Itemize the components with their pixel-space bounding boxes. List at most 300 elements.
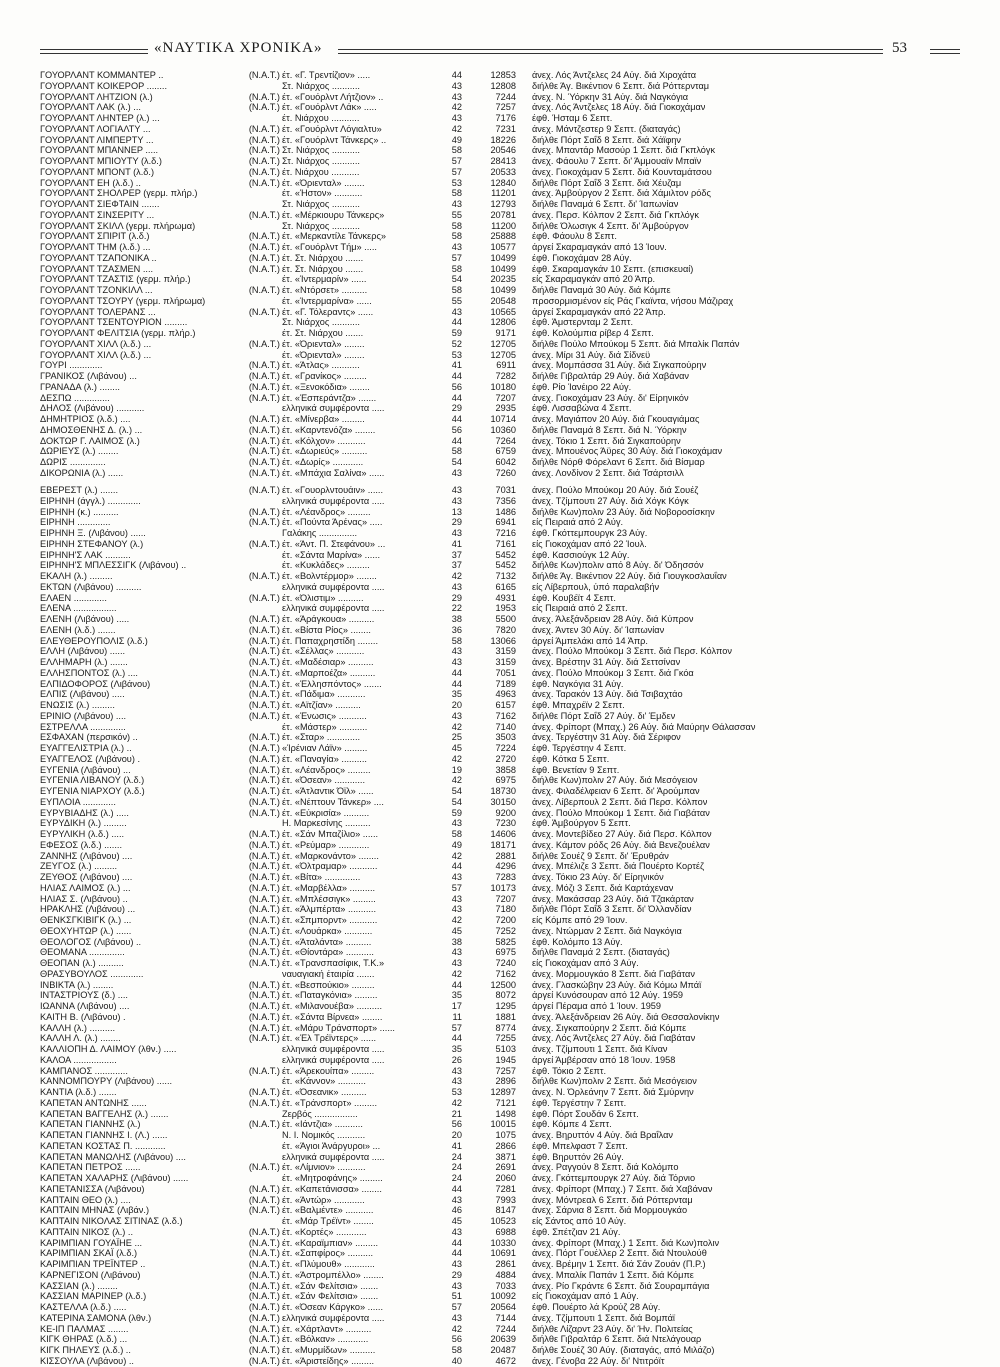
header-rule-far xyxy=(930,49,960,54)
ship-tonnage: 12853 xyxy=(490,70,516,80)
ship-owner: έτ. «Άστρομπέλλο» ........ xyxy=(282,1269,384,1280)
ship-row xyxy=(40,689,960,700)
ship-row xyxy=(40,582,960,593)
ship-name: ΘΕΟΠΑΝ (λ.) .......... xyxy=(40,958,124,968)
ship-owner: έτ. Παπαχρηστίδη ........ xyxy=(282,635,378,646)
ship-name: ΚΑΠΕΤΑΝ ΚΟΣΤΑΣ Π. ............ xyxy=(40,1140,166,1151)
ship-flag: (Ν.Α.Τ.) xyxy=(248,392,280,403)
ship-flag: (Ν.Α.Τ.) xyxy=(248,70,280,80)
ship-age: 29 xyxy=(451,403,462,414)
ship-owner: έτ. «Άταλάντα» .......... xyxy=(282,936,372,947)
ship-row xyxy=(40,393,960,404)
ship-row xyxy=(40,722,960,733)
ship-name: ΘΕΟΛΟΓΟΣ (Λιβάνου) .. xyxy=(40,936,142,947)
ship-tonnage: 9171 xyxy=(495,328,516,338)
ship-age: 53 xyxy=(451,1087,462,1097)
ship-age: 44 xyxy=(451,317,462,328)
ship-row xyxy=(40,958,960,969)
ship-name: ΚΑΠΤΑΙΝ ΝΙΚΟΣ (λ.) .. xyxy=(40,1226,134,1237)
ship-row xyxy=(40,829,960,840)
ship-flag: (Ν.Α.Τ.) xyxy=(248,177,280,188)
ship-status: άνεχ. Βρέστην 31 Αύγ. διά Σεττσίναν xyxy=(532,657,681,667)
ship-status: άνεχ. Μίρι 31 Αύγ. διά Σίδνεϋ xyxy=(532,349,651,360)
ship-row xyxy=(40,446,960,457)
ship-status: είς Κόμπε από 29 Ίουν. xyxy=(532,915,628,925)
ship-flag: (Ν.Α.Τ.) xyxy=(248,1323,280,1334)
ship-age: 45 xyxy=(451,1216,462,1226)
ship-tonnage: 7140 xyxy=(495,721,516,732)
ship-name: ΕΦΕΣΟΣ (λ.δ.) ....... xyxy=(40,839,122,850)
ship-row xyxy=(40,1216,960,1227)
ship-name: ΓΟΥΟΡΛΑΝΤ ΤΣΕΝΤΟΥΡΙΟΝ ......... xyxy=(40,317,188,328)
ship-name: ΕΣΦΑΧΑΝ (περσικόν) .. xyxy=(40,732,138,743)
ship-owner: έτ. «Σάντα Μαρίνα» ...... xyxy=(282,549,381,560)
ship-owner: έτ. «Όριενταλ» ........ xyxy=(282,177,365,188)
ship-flag: (Ν.Α.Τ.) xyxy=(248,882,280,893)
ship-status: άνεχ. Τζίμπουτι 1 Σεπτ. διά Βομπάϊ xyxy=(532,1312,675,1323)
ship-owner: έτ. «Μάρ Τρέϊντ» ........ xyxy=(282,1216,374,1226)
ship-name: ΚΑΛΟΑ ................. xyxy=(40,1054,117,1065)
ship-row xyxy=(40,743,960,754)
ship-tonnage: 1945 xyxy=(495,1054,516,1065)
ship-name: ΗΛΙΑΣ ΛΑΙΜΟΣ (λ.) ... xyxy=(40,882,131,893)
ship-tonnage: 7993 xyxy=(495,1194,516,1205)
ship-flag: (Ν.Α.Τ.) xyxy=(248,1065,280,1076)
ship-tonnage: 4672 xyxy=(495,1355,516,1366)
ship-status: είς Γιοκοχάμαν από 1 Αύγ. xyxy=(532,1291,639,1302)
ship-row xyxy=(40,1281,960,1292)
ship-name: ΚΑΛΛΗ (λ.) .......... xyxy=(40,1022,116,1033)
ship-name: ΚΑΡΝΕΓΙΣΟΝ (Λιβάνου) xyxy=(40,1269,141,1280)
ship-tonnage: 5452 xyxy=(495,560,516,571)
ship-owner: έτ. «Γουόρλντ Λόγιαλτυ» xyxy=(282,123,382,134)
ship-status: άνεχ. Γκόττεμπουργκ 27 Αύγ. διά Τόρνιο xyxy=(532,1173,696,1183)
ship-owner: έτ. «Σάν Μπαζίλιο» ...... xyxy=(282,829,379,839)
ship-tonnage: 7282 xyxy=(495,371,516,381)
ship-status: άνεχ. Πούλο Μπούκομ 3 Σεπτ. διά Περσ. Κόλπον xyxy=(532,646,732,657)
ship-status: άνεχ. Ραγγούν 8 Σεπτ. διά Κολόμπο xyxy=(532,1162,679,1173)
ship-age: 43 xyxy=(451,199,462,209)
ship-status: είς Σκαραμαγκάν από 20 Άπρ. xyxy=(532,274,656,285)
ship-age: 44 xyxy=(451,678,462,689)
ship-owner: έτ. «Λίμνιον» ........... xyxy=(282,1162,366,1173)
ship-age: 38 xyxy=(451,936,462,947)
ship-name: ΓΟΥΟΡΛΑΝΤ ΛΑΚ (λ.) ... xyxy=(40,102,141,113)
ship-row xyxy=(40,468,960,479)
ship-flag: (Ν.Α.Τ.) xyxy=(248,807,280,818)
ship-flag: (Ν.Α.Τ.) xyxy=(248,1291,280,1302)
ship-flag: (Ν.Α.Τ.) xyxy=(248,446,280,457)
ship-row xyxy=(40,371,960,382)
ship-row xyxy=(40,1130,960,1141)
ship-tonnage: 3503 xyxy=(495,732,516,743)
ship-owner: έτ. «Άλμπέρτα» ........... xyxy=(282,904,377,915)
ship-name: ΓΟΥΟΡΛΑΝΤ ΤΗΜ (λ.δ.) ... xyxy=(40,242,151,252)
ship-flag: (Ν.Α.Τ.) xyxy=(248,1355,280,1366)
ship-flag: (Ν.Α.Τ.) xyxy=(248,1033,280,1044)
ship-name: ΕΒΕΡΕΣΤ (λ.) ....... xyxy=(40,485,119,495)
ship-flag: (Ν.Α.Τ.) xyxy=(248,904,280,915)
ship-name: ΚΑΠΕΤΑΝ ΓΙΑΝΝΗΣ Ι. (Λ.) ...... xyxy=(40,1130,168,1140)
ship-tonnage: 3159 xyxy=(495,657,516,667)
ship-owner: έτ. «Πάδιμα» ........... xyxy=(282,689,366,700)
ship-row xyxy=(40,178,960,189)
ship-owner: έτ. «Βαλμέντε» ........... xyxy=(282,1205,374,1216)
ship-status: άνεχ. Κάμτον ρόδς 26 Αύγ. διά Βενεζουέλαν xyxy=(532,839,710,850)
ship-name: ΘΡΑΣΥΒΟΥΛΟΣ ............. xyxy=(40,968,144,979)
ship-age: 29 xyxy=(451,1269,462,1280)
ship-age: 43 xyxy=(451,91,462,102)
ship-row xyxy=(40,754,960,765)
ship-owner: έτ. «Καρντενόζα» ........ xyxy=(282,424,376,435)
ship-row xyxy=(40,1248,960,1259)
ship-age: 35 xyxy=(451,689,462,700)
page-header xyxy=(40,40,960,66)
ship-owner: έτ. «Άτλας» ........... xyxy=(282,360,360,371)
ship-tonnage: 20487 xyxy=(490,1345,516,1355)
ship-owner: έτ. «Βίστα Ρίος» ........ xyxy=(282,624,371,635)
ship-status: έφθ. Σκαραμαγκάν 10 Σεπτ. (επισκευαί) xyxy=(532,263,694,274)
ship-tonnage: 7820 xyxy=(495,624,516,635)
ship-flag: (Ν.Α.Τ.) xyxy=(248,700,280,710)
ship-owner: έτ. «Άρεκουίπα» ......... xyxy=(282,1065,375,1076)
ship-status: έφθ. Τεργέστην 4 Σεπτ. xyxy=(532,743,627,753)
ship-owner: έτ. «Γουόρλντ Λήτζιον» .. xyxy=(282,91,384,102)
ship-row xyxy=(40,242,960,253)
ship-row xyxy=(40,124,960,135)
ship-row xyxy=(40,1001,960,1012)
ship-status: διήλθε Σουέζ 9 Σεπτ. δι' Έρυθράν xyxy=(532,850,669,861)
ship-name: ΚΑΠΕΤΑΝΙΣΣΑ (Λιβάνου) xyxy=(40,1183,145,1194)
ship-age: 43 xyxy=(451,904,462,915)
ship-status: διήλθε Σουέζ 30 Αύγ. (διαταγάς, από Μιλάζο) xyxy=(532,1345,715,1355)
ship-tonnage: 20548 xyxy=(490,295,516,306)
ship-row xyxy=(40,1356,960,1367)
ship-owner: Η. Μαρκεσίνης .......... xyxy=(282,818,371,829)
ship-age: 44 xyxy=(451,1248,462,1259)
ship-tonnage: 7180 xyxy=(495,904,516,915)
ship-owner: Στ. Νιάρχος ........... xyxy=(282,145,360,156)
ship-row xyxy=(40,808,960,819)
ship-tonnage: 2861 xyxy=(495,1259,516,1269)
ship-tonnage: 10714 xyxy=(490,414,516,424)
ship-status: άνεχ. Τόκιο 1 Σεπτ. διά Σιγκαπούρην xyxy=(532,435,681,446)
ship-owner: έτ. «Κορτές» ............ xyxy=(282,1226,367,1237)
ship-flag: (Ν.Α.Τ.) xyxy=(248,538,280,549)
ship-name: ΚΑΝΤΙΑ (λ.δ.) ....... xyxy=(40,1087,117,1097)
ship-age: 57 xyxy=(451,252,462,263)
ship-tonnage: 5103 xyxy=(495,1044,516,1054)
ship-name: ΕΙΡΗΝΗ'Σ ΛΑΚ .......... xyxy=(40,549,131,560)
ship-flag: (Ν.Α.Τ.) xyxy=(248,1001,280,1011)
ship-row xyxy=(40,1345,960,1356)
ship-owner: Γαλάκης ............... xyxy=(282,528,358,538)
ship-name: ΚΑΣΣΙΑΝ (λ.) ........ xyxy=(40,1280,118,1291)
ship-status: είς Γιοκοχάμαν από 3 Αύγ. xyxy=(532,958,639,968)
ship-status: άνεχ. Βηρυττόν 4 Αύγ. διά Βραΐλαν xyxy=(532,1130,674,1140)
ship-status: άνεχ. Βρέμην 1 Σεπτ. διά Σάν Ζουάν (Π.Ρ.) xyxy=(532,1259,706,1269)
ship-tonnage: 28413 xyxy=(490,156,516,166)
ship-row xyxy=(40,1270,960,1281)
ship-owner: έτ. «Πούντα Άρένας» ..... xyxy=(282,517,383,528)
ship-age: 24 xyxy=(451,1162,462,1173)
ship-name: ΚΑΙΤΗ Β. (Λιβάνου) . xyxy=(40,1011,126,1022)
ship-status: έφθ. Λισσαβώνα 4 Σεπτ. xyxy=(532,403,632,414)
ship-name: ΔΗΜΗΤΡΙΟΣ (λ.δ.) .... xyxy=(40,414,131,424)
ship-row xyxy=(40,1302,960,1313)
ship-name: ΓΟΥΟΡΛΑΝΤ ΤΖΑΣΜΕΝ .... xyxy=(40,263,154,274)
ship-owner: έτ. «Όλιστιμ» .......... xyxy=(282,592,364,603)
ship-row xyxy=(40,517,960,528)
ship-name: ΕΥΑΓΓΕΛΙΣΤΡΙΑ (λ.) .. xyxy=(40,743,132,753)
ship-name: ΚΑΤΕΡΙΝΑ ΣΑΜΟΝΑ (λθν.) xyxy=(40,1312,152,1323)
ship-owner: έτ. «Άντώρ» ............ xyxy=(282,1194,365,1205)
ship-flag: (Ν.Α.Τ.) xyxy=(248,306,280,317)
ship-status: έφθ. Μπαχρέϊν 2 Σεπτ. xyxy=(532,700,625,710)
ship-owner: έτ. «Σάντα Βίρνεα» ........ xyxy=(282,1011,383,1022)
ship-owner: έτ. «Όριενταλ» ........ xyxy=(282,349,365,360)
ship-tonnage: 7244 xyxy=(495,91,516,102)
ship-name: ΕΥΡΥΛΙΚΗ (λ.δ.) ..... xyxy=(40,829,125,839)
ship-owner: έτ. «Πλύμουθ» ............ xyxy=(282,1259,375,1269)
ship-age: 37 xyxy=(451,549,462,560)
ship-owner: έτ. «Έλλησπόντος» ....... xyxy=(282,678,382,689)
ship-age: 58 xyxy=(451,220,462,231)
ship-row xyxy=(40,425,960,436)
ship-tonnage: 4931 xyxy=(495,592,516,603)
ship-status: άνεχ. Πόρτ Γουέλλερ 2 Σεπτ. διά Ντουλούθ xyxy=(532,1248,707,1259)
ship-row xyxy=(40,657,960,668)
ship-tonnage: 7144 xyxy=(495,1312,516,1323)
ship-tonnage: 2896 xyxy=(495,1076,516,1087)
ship-tonnage: 2935 xyxy=(495,403,516,414)
ship-age: 54 xyxy=(451,796,462,807)
ship-row xyxy=(40,274,960,285)
ship-list-section-2 xyxy=(40,485,960,1367)
ship-age: 53 xyxy=(451,349,462,360)
ship-name: ΓΟΥΟΡΛΑΝΤ ΣΙΕΦΤΑΙΝ ....... xyxy=(40,199,160,209)
ship-owner: έτ. «Σάν Φελίτσια» ....... xyxy=(282,1291,379,1302)
ship-age: 24 xyxy=(451,1173,462,1183)
ship-row xyxy=(40,636,960,647)
ship-row xyxy=(40,528,960,539)
ship-age: 58 xyxy=(451,263,462,274)
ship-age: 56 xyxy=(451,1119,462,1130)
ship-name: ΙΝΒΙΚΤΑ (λ.) ........ xyxy=(40,979,114,990)
ship-status: διήλθε Πόρτ Σαΐδ 3 Σεπτ. διά Χέυζαμ xyxy=(532,177,682,188)
ship-name: ΕΙΡΗΝΗ ΣΤΕΦΑΝΟΥ (λ.) xyxy=(40,538,144,549)
ship-tonnage: 7257 xyxy=(495,1065,516,1076)
ship-name: ΕΚΑΛΗ (λ.) ......... xyxy=(40,571,113,581)
ship-tonnage: 11201 xyxy=(491,188,516,199)
ship-age: 55 xyxy=(451,209,462,220)
ship-age: 43 xyxy=(451,657,462,667)
ship-owner: έτ. «Σέλλας» ........... xyxy=(282,646,365,657)
ship-tonnage: 2881 xyxy=(495,850,516,861)
ship-flag: (Ν.Α.Τ.) xyxy=(248,1011,280,1022)
ship-flag: (Ν.Α.Τ.) xyxy=(248,861,280,872)
ship-owner: έτ. «Κυκλάδες» ......... xyxy=(282,560,370,571)
ship-flag: (Ν.Α.Τ.) xyxy=(248,102,280,113)
ship-flag: (Ν.Α.Τ.) xyxy=(248,1259,280,1269)
ship-name: ΕΛΛΗΜΑΡΗ (λ.) ....... xyxy=(40,657,128,667)
ship-row xyxy=(40,560,960,571)
ship-flag: (Ν.Α.Τ.) xyxy=(248,614,280,624)
ship-status: διήλθε Όλωσιγκ 4 Σεπτ. δι' Άμβούργον xyxy=(532,220,689,231)
ship-tonnage: 20235 xyxy=(490,274,516,285)
ship-owner: έτ. «Μπλέσσιγκ» ......... xyxy=(282,893,376,904)
ship-status: έφθ. Κασσιούγκ 12 Αύγ. xyxy=(532,549,630,560)
ship-name: ΚΑΠΕΤΑΝ ΧΑΛΑΡΗΣ (Λιβάνου) ...... xyxy=(40,1173,189,1183)
ship-status: άνεχ. Τζίμπουτι 27 Αύγ. διά Χόγκ Κόγκ xyxy=(532,495,689,506)
ship-status: έφθ. Κολόμπο 13 Αύγ. xyxy=(532,936,623,947)
ship-owner: έτ. «Γουόρλντ Τήμ» ..... xyxy=(282,242,377,252)
ship-name: ΓΟΥΟΡΛΑΝΤ ΛΙΜΠΕΡΤΥ ... xyxy=(40,134,154,145)
ship-tonnage: 12806 xyxy=(490,317,516,328)
ship-flag: (Ν.Α.Τ.) xyxy=(248,123,280,134)
ship-row xyxy=(40,668,960,679)
ship-row xyxy=(40,1184,960,1195)
ship-age: 42 xyxy=(451,571,462,581)
ship-tonnage: 10360 xyxy=(490,424,516,435)
ship-status: διήλθε Παναμά 6 Σεπτ. δι' Ίαπωνίαν xyxy=(532,199,679,209)
ship-name: ΚΑΠΕΤΑΝ ΜΑΝΩΛΗΣ (Λιβάνου) .... xyxy=(40,1151,186,1162)
ship-age: 58 xyxy=(451,285,462,295)
ship-tonnage: 7257 xyxy=(495,102,516,113)
ship-flag: (Ν.Α.Τ.) xyxy=(248,1226,280,1237)
ship-row xyxy=(40,1066,960,1077)
ship-age: 37 xyxy=(451,560,462,571)
ship-row xyxy=(40,156,960,167)
ship-tonnage: 6759 xyxy=(495,446,516,457)
ship-name: ΗΛΙΑΣ Σ. (Λιβάνου) .. xyxy=(40,893,128,904)
ship-row xyxy=(40,603,960,614)
ship-flag: (Ν.Α.Τ.) xyxy=(248,134,280,145)
ship-name: ΕΥΡΥΔΙΚΗ (λ.) ......... xyxy=(40,818,127,829)
ship-status: άνεχ. Άλεξάνδρειαν 28 Αύγ. διά Κύπρον xyxy=(532,614,694,624)
ship-owner: έτ. «Βόλκαν» ............ xyxy=(282,1334,369,1345)
ship-row xyxy=(40,818,960,829)
ship-flag: (Ν.Α.Τ.) xyxy=(248,1269,280,1280)
ship-flag: (Ν.Α.Τ.) xyxy=(248,91,280,102)
ship-age: 44 xyxy=(451,1033,462,1044)
ship-status: άνεχ. Τόκιο 23 Αύγ. δι' Είρηνικόν xyxy=(532,872,664,882)
ship-age: 59 xyxy=(451,807,462,818)
ship-age: 56 xyxy=(451,381,462,392)
ship-age: 41 xyxy=(451,1140,462,1151)
ship-tonnage: 20546 xyxy=(490,145,516,156)
ship-row xyxy=(40,1055,960,1066)
ship-row xyxy=(40,382,960,393)
ship-age: 58 xyxy=(451,145,462,156)
ship-name: ΓΟΥΟΡΛΑΝΤ ΧΙΛΛ (λ.δ.) ... xyxy=(40,349,152,360)
ship-row xyxy=(40,1205,960,1216)
ship-status: άνεχ. Φάουλυ 7 Σεπτ. δι' Άμμουαϊν Μπαϊν xyxy=(532,156,702,166)
ship-name: ΘΕΝΚΣΓΚΙΒΙΓΚ (λ.) ... xyxy=(40,915,132,925)
ship-status: άνεχ. Μπέλιζε 3 Σεπτ. διά Πουέρτο Κορτέζ xyxy=(532,861,705,872)
ship-row xyxy=(40,969,960,980)
ship-name: ΓΟΥΟΡΛΑΝΤ ΚΟΜΜΑΝΤΕΡ .. xyxy=(40,70,164,80)
ship-owner: έτ. «Καραϊμπιαν» ......... xyxy=(282,1237,379,1248)
ship-row xyxy=(40,113,960,124)
ship-owner: έτ. «Σπμπορντ» ........... xyxy=(282,915,378,925)
ship-status: άνεχ. Ντώρμαν 2 Σεπτ. διά Ναγκόγια xyxy=(532,925,682,936)
ship-name: ΔΟΚΤΩΡ Γ. ΛΑΙΜΟΣ (λ.) xyxy=(40,435,140,446)
ship-tonnage: 10092 xyxy=(490,1291,516,1302)
ship-tonnage: 5452 xyxy=(495,549,516,560)
ship-flag: (Ν.Α.Τ.) xyxy=(248,925,280,936)
ship-flag: (Ν.Α.Τ.) xyxy=(248,156,280,166)
ship-tonnage: 9200 xyxy=(495,807,516,818)
ship-owner: έτ. «Ντόρσετ» .......... xyxy=(282,285,368,295)
ship-tonnage: 1075 xyxy=(495,1130,516,1140)
ship-tonnage: 4963 xyxy=(495,689,516,700)
ship-tonnage: 20781 xyxy=(490,209,516,220)
ship-name: ΚΑΣΤΕΛΛΑ (λ.δ.) ..... xyxy=(40,1302,127,1312)
ship-tonnage: 7230 xyxy=(495,818,516,829)
ship-owner: έτ. «Μαρκονάντο» ........ xyxy=(282,850,379,861)
ship-owner: έτ. «Ίντερμαρίνα» ...... xyxy=(282,295,372,306)
ship-tonnage: 12808 xyxy=(490,80,516,91)
ship-status: άργεί Σκαραμαγκάν από 13 Ίουν. xyxy=(532,242,667,252)
ship-name: ΚΑΠΕΤΑΝ ΓΙΑΝΝΗΣ (λ.) xyxy=(40,1119,141,1130)
ship-age: 43 xyxy=(451,113,462,123)
ship-age: 45 xyxy=(451,925,462,936)
ship-status: έφθ. Κουβέϊτ 4 Σεπτ. xyxy=(532,592,616,603)
ship-row xyxy=(40,264,960,275)
ship-tonnage: 7161 xyxy=(495,538,516,549)
ship-tonnage: 13066 xyxy=(490,635,516,646)
ship-name: ΓΟΥΟΡΛΑΝΤ ΤΟΛΕΡΑΝΣ ... xyxy=(40,306,156,317)
ship-name: ΓΟΥΟΡΛΑΝΤ ΤΖΟΝΚΙΛΛ ... xyxy=(40,285,153,295)
ship-row xyxy=(40,414,960,425)
ship-name: ΕΥΡΥΒΙΑΔΗΣ (λ.) ..... xyxy=(40,807,129,818)
ship-name: ΚΑΛΛΙΟΠΗ Δ. ΛΑΙΜΟΥ (λθν.) ..... xyxy=(40,1044,177,1054)
ship-tonnage: 6042 xyxy=(495,457,516,467)
ship-name: ΘΕΟΜΑΝΑ .............. xyxy=(40,947,125,958)
ship-name: ΚΑΠΤΑΙΝ ΜΗΝΑΣ (Λιβάν.) xyxy=(40,1205,150,1216)
ship-status: έφθ. Άμβούργον 5 Σεπτ. xyxy=(532,818,631,829)
ship-owner: Ζερβός ................. xyxy=(282,1108,358,1119)
ship-age: 45 xyxy=(451,743,462,753)
ship-flag: (Ν.Α.Τ.) xyxy=(248,1183,280,1194)
ship-status: έφθ. Ρίο Ίανέιρο 22 Αύγ. xyxy=(532,381,632,392)
ship-tonnage: 12705 xyxy=(490,338,516,349)
ship-owner: έτ. «Όλτραμαρ» ........... xyxy=(282,861,378,872)
ship-name: ΔΗΛΟΣ (Λιβάνου) ........... xyxy=(40,403,145,414)
ship-tonnage: 10330 xyxy=(490,1237,516,1248)
ship-age: 43 xyxy=(451,893,462,904)
ship-status: έφθ. Πόρτ Σουδάν 6 Σεπτ. xyxy=(532,1108,639,1119)
ship-tonnage: 5825 xyxy=(495,936,516,947)
ship-tonnage: 4296 xyxy=(495,861,516,872)
ship-name: ΓΟΥΟΡΛΑΝΤ ΦΕΛΙΤΣΙΑ (γερμ. πλήρ.) xyxy=(40,328,196,338)
ship-row xyxy=(40,221,960,232)
ship-status: έφθ. Γιοκοχάμαν 28 Αύγ. xyxy=(532,252,632,263)
ship-name: ΕΙΡΗΝΗ ............. xyxy=(40,517,111,528)
ship-owner: έτ. «Παταγκόνια» ......... xyxy=(282,990,378,1001)
ship-row xyxy=(40,1324,960,1335)
ship-age: 35 xyxy=(451,990,462,1001)
ship-row xyxy=(40,872,960,883)
ship-row xyxy=(40,1227,960,1238)
ship-owner: έτ. «Μάστερ» ........... xyxy=(282,721,368,732)
ship-status: είς Λίβερπουλ, ύπό παραλαβήν xyxy=(532,581,660,592)
ship-tonnage: 10691 xyxy=(490,1248,516,1259)
ship-flag: (Ν.Α.Τ.) xyxy=(248,166,280,177)
ship-owner: έτ. «Δωριεύς» .......... xyxy=(282,446,368,457)
ship-name: ΕΙΡΗΝΗ'Σ ΜΠΛΕΣΣΙΓΚ (Λιβάνου) .. xyxy=(40,560,187,571)
